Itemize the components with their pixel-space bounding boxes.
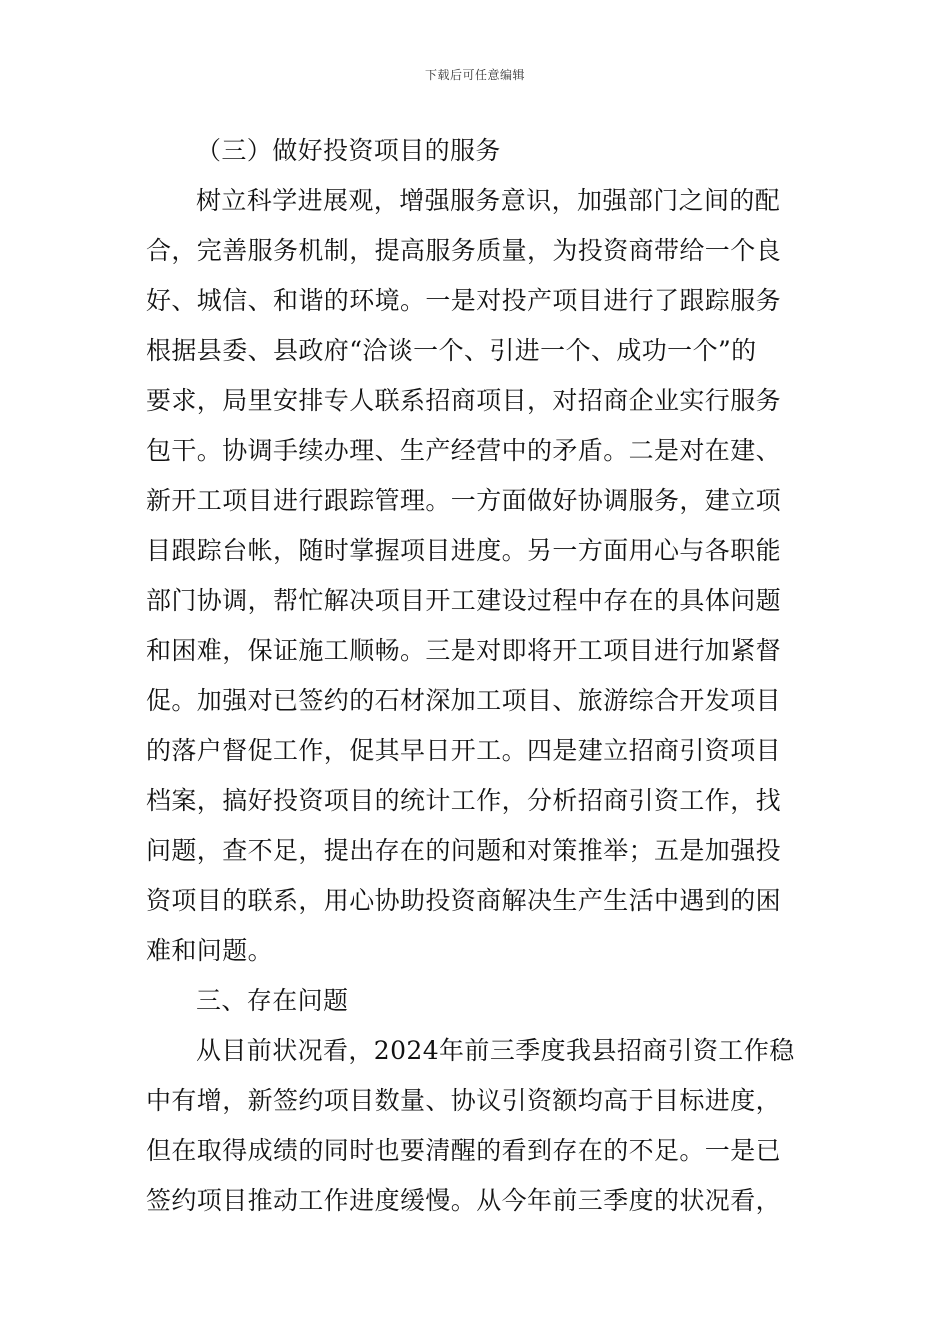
paragraph-line: 促。加强对已签约的石材深加工项目、旅游综合开发项目 [146, 686, 782, 715]
paragraph-line: 的落户督促工作，促其早日开工。四是建立招商引资项目 [146, 736, 782, 765]
paragraph-line: 和困难，保证施工顺畅。三是对即将开工项目进行加紧督 [146, 636, 782, 665]
paragraph-line: 中有增，新签约项目数量、协议引资额均高于目标进度， [146, 1086, 782, 1115]
paragraph-line: 问题，查不足，提出存在的问题和对策推举；五是加强投 [146, 836, 782, 865]
paragraph-line: 根据县委、县政府“洽谈一个、引进一个、成功一个”的 [146, 336, 757, 365]
paragraph-line: 但在取得成绩的同时也要清醒的看到存在的不足。一是已 [146, 1136, 782, 1165]
paragraph-line: 包干。协调手续办理、生产经营中的矛盾。二是对在建、 [146, 436, 782, 465]
paragraph-line: 从目前状况看，2024年前三季度我县招商引资工作稳 [196, 1036, 795, 1065]
paragraph-line: 难和问题。 [146, 936, 274, 965]
document-body [146, 126, 808, 1226]
paragraph-line: 档案，搞好投资项目的统计工作，分析招商引资工作，找 [146, 786, 782, 815]
paragraph-line: 要求，局里安排专人联系招商项目，对招商企业实行服务 [146, 386, 782, 415]
paragraph-line: 资项目的联系，用心协助投资商解决生产生活中遇到的困 [146, 886, 782, 915]
paragraph-line: 树立科学进展观，增强服务意识，加强部门之间的配 [196, 186, 781, 215]
paragraph-line: 好、城信、和谐的环境。一是对投产项目进行了跟踪服务 [146, 286, 782, 315]
paragraph-line: 部门协调，帮忙解决项目开工建设过程中存在的具体问题 [146, 586, 782, 615]
header-note: 下载后可任意编辑 [424, 68, 525, 82]
paragraph-line: 合，完善服务机制，提高服务质量，为投资商带给一个良 [146, 236, 782, 265]
section-heading-issues: 三、存在问题 [196, 986, 349, 1015]
section-heading-3: （三）做好投资项目的服务 [196, 136, 501, 165]
paragraph-line: 签约项目推动工作进度缓慢。从今年前三季度的状况看， [146, 1186, 782, 1215]
paragraph-line: 新开工项目进行跟踪管理。一方面做好协调服务，建立项 [146, 486, 782, 515]
paragraph-line: 目跟踪台帐，随时掌握项目进度。另一方面用心与各职能 [146, 536, 782, 565]
